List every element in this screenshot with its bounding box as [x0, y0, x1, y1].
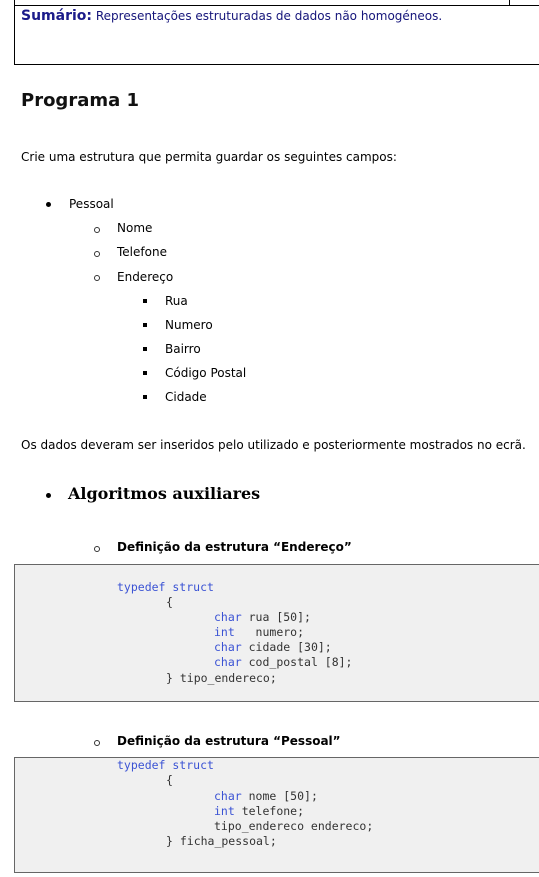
section-heading: Algoritmos auxiliares	[68, 484, 261, 503]
bullet-disc-icon	[46, 202, 51, 207]
list-item: Rua	[165, 294, 188, 308]
code-text: telefone;	[234, 804, 305, 818]
list-item-root: Pessoal	[69, 197, 114, 211]
list-item: Telefone	[117, 245, 167, 259]
list-item: Nome	[117, 221, 153, 235]
intro-text: Crie uma estrutura que permita guardar os seguintes campos:	[21, 150, 397, 164]
code-line	[214, 625, 304, 640]
code-text: numero;	[234, 625, 305, 639]
bullet-square-icon	[143, 371, 147, 375]
bullet-circle-icon	[94, 546, 100, 552]
code-line: {	[166, 595, 173, 609]
code-keyword: char	[214, 640, 242, 654]
bullet-circle-icon	[94, 740, 100, 746]
code-line	[117, 580, 214, 595]
list-item: Cidade	[165, 390, 207, 404]
bullet-square-icon	[143, 323, 147, 327]
code-line: {	[166, 773, 173, 787]
code-keyword: int	[214, 804, 235, 818]
page-title: Programa 1	[21, 90, 140, 111]
subsection-heading: Definição da estrutura “Endereço”	[117, 540, 352, 554]
code-line	[214, 640, 332, 655]
list-item: Numero	[165, 318, 213, 332]
code-keyword: int	[214, 625, 235, 639]
code-line: tipo_endereco endereco;	[214, 819, 374, 833]
bullet-square-icon	[143, 299, 147, 303]
summary-label: Sumário:	[21, 8, 93, 24]
code-line	[214, 789, 318, 804]
code-line: } ficha_pessoal;	[166, 834, 277, 848]
list-item: Bairro	[165, 342, 201, 356]
code-keyword: char	[214, 789, 242, 803]
code-text: nome [50];	[241, 789, 318, 803]
code-line	[117, 758, 214, 773]
bullet-disc-icon	[46, 493, 51, 498]
summary	[21, 8, 442, 24]
code-text: cidade [30];	[241, 640, 332, 654]
code-line: } tipo_endereco;	[166, 671, 277, 685]
code-keyword: typedef struct	[117, 580, 214, 594]
code-line	[214, 610, 311, 625]
code-line	[214, 804, 304, 819]
code-line	[214, 655, 352, 670]
bullet-square-icon	[143, 395, 147, 399]
list-item: Endereço	[117, 270, 174, 284]
list-item: Código Postal	[165, 366, 247, 380]
subsection-heading: Definição da estrutura “Pessoal”	[117, 734, 341, 748]
bullet-square-icon	[143, 347, 147, 351]
bullet-circle-icon	[94, 275, 100, 281]
bullet-circle-icon	[94, 251, 100, 257]
note-text: Os dados deveram ser inseridos pelo utilizado e posteriormente mostrados no ecrã.	[21, 438, 526, 452]
code-text: rua [50];	[241, 610, 311, 624]
bullet-circle-icon	[94, 227, 100, 233]
code-keyword: char	[214, 610, 242, 624]
summary-text: Representações estruturadas de dados não homogéneos.	[95, 9, 443, 23]
code-text: cod_postal [8];	[241, 655, 353, 669]
code-keyword: typedef struct	[117, 758, 214, 772]
code-keyword: char	[214, 655, 242, 669]
